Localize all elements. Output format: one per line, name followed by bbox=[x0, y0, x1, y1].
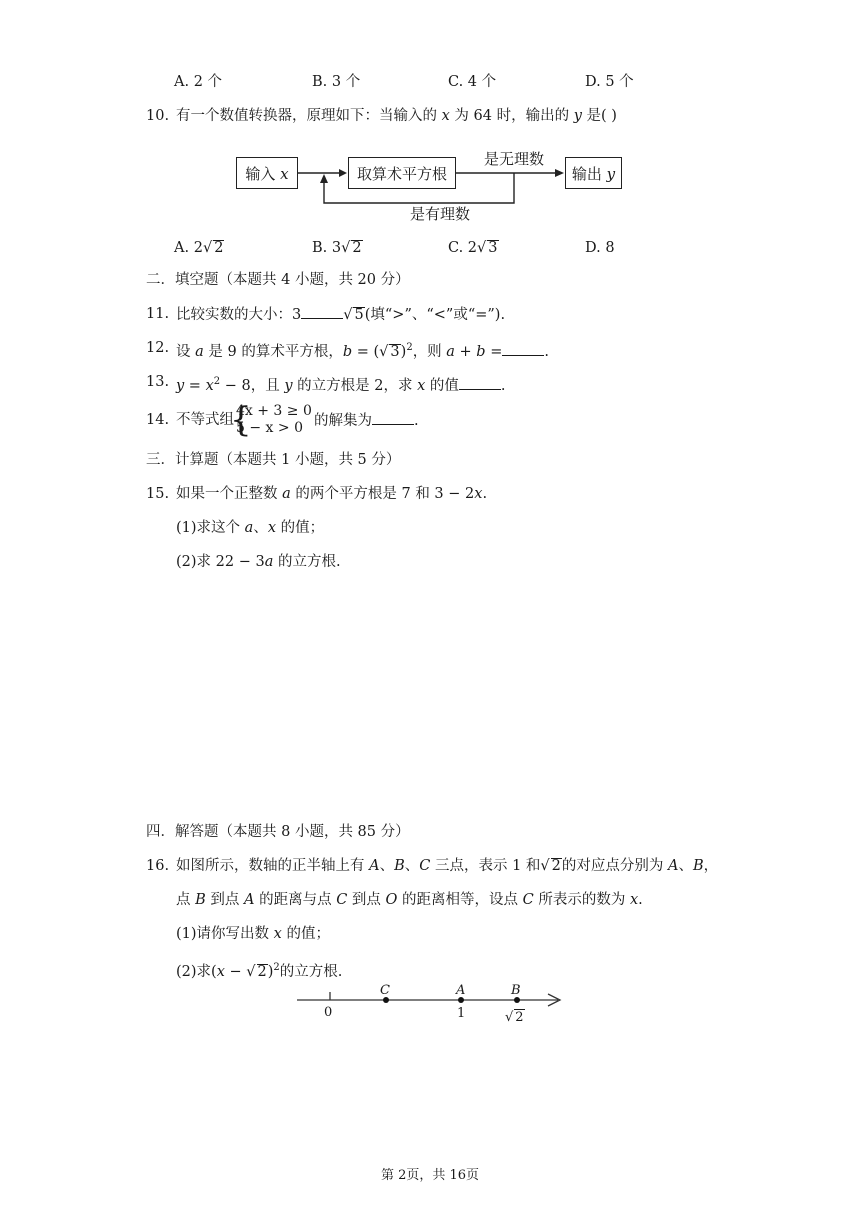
q15-text: 如果一个正整数 a 的两个平方根是 7 和 3 − 2x. bbox=[176, 486, 488, 502]
diagram-rational-label: 是有理数 bbox=[410, 205, 471, 223]
section-2-heading: 二．填空题（本题共 4 小题，共 20 分） bbox=[146, 272, 410, 288]
q16-part-1: (1)请你写出数 x 的值； bbox=[176, 926, 330, 942]
label-sqrt2: √ 2 bbox=[505, 1010, 524, 1025]
q11-text: 比较实数的大小：3 √ 5(填“>”、“<”或“=”). bbox=[176, 304, 505, 325]
q10-option-a: A. 2√ 2 bbox=[174, 240, 224, 256]
q10-number: 10. bbox=[146, 108, 170, 124]
page-footer: 第 2页，共 16页 bbox=[380, 1168, 480, 1183]
q15-number: 15. bbox=[146, 486, 170, 502]
q14-number: 14. bbox=[146, 412, 170, 428]
q15-part-2: (2)求 22 − 3a 的立方根. bbox=[176, 554, 341, 570]
q16-line-2: 点 B 到点 A 的距离与点 C 到点 O 的距离相等，设点 C 所表示的数为 x. bbox=[176, 892, 643, 908]
q10-option-c: C. 2√ 3 bbox=[448, 240, 498, 256]
q9-option-c: C. 4 个 bbox=[448, 74, 497, 90]
q15-part-1: (1)求这个 a、x 的值； bbox=[176, 520, 325, 536]
q11-number: 11. bbox=[146, 306, 170, 322]
q10-option-b: B. 3√ 2 bbox=[312, 240, 362, 256]
q9-option-b: B. 3 个 bbox=[312, 74, 361, 90]
q16-number: 16. bbox=[146, 858, 170, 874]
q14-prefix: 不等式组 bbox=[176, 412, 234, 428]
q14-suffix: 的解集为 . bbox=[314, 410, 419, 431]
label-a: A bbox=[456, 983, 466, 998]
q16-line-1: 如图所示，数轴的正半轴上有 A、B、C 三点，表示 1 和√ 2的对应点分别为 A、B， bbox=[176, 858, 719, 874]
q10-option-d: D. 8 bbox=[585, 240, 615, 256]
q12-number: 12. bbox=[146, 340, 170, 356]
diagram-input-box: 输入 x bbox=[236, 157, 298, 189]
q14-system: 4x + 3 ≥ 0 5 − x > 0 bbox=[236, 403, 312, 436]
q13-number: 13. bbox=[146, 374, 170, 390]
label-0: 0 bbox=[324, 1005, 333, 1020]
diagram-process-box: 取算术平方根 bbox=[348, 157, 456, 189]
section-3-heading: 三．计算题（本题共 1 小题，共 5 分） bbox=[146, 452, 401, 468]
q10-text: 有一个数值转换器，原理如下：当输入的 x 为 64 时，输出的 y 是( ) bbox=[176, 108, 617, 124]
diagram-irrational-label: 是无理数 bbox=[484, 150, 545, 168]
label-b: B bbox=[511, 983, 521, 998]
q13-text: $y = x^2 - 8$，且 y 的立方根是 2，求 x 的值 . bbox=[176, 376, 506, 394]
section-4-heading: 四．解答题（本题共 8 小题，共 85 分） bbox=[146, 824, 410, 840]
q9-option-a: A. 2 个 bbox=[174, 74, 223, 90]
q9-option-d: D. 5 个 bbox=[585, 74, 634, 90]
q16-part-2: (2)求(x − √ 2)$^2$的立方根. bbox=[176, 962, 343, 980]
label-1: 1 bbox=[457, 1006, 466, 1021]
label-c: C bbox=[380, 983, 390, 998]
q12-text: 设 a 是 9 的算术平方根，b = (√ 3)$^2$，则 a + b = . bbox=[176, 342, 549, 360]
q14-brace: { bbox=[230, 400, 252, 440]
diagram-output-box: 输出 y bbox=[565, 157, 622, 189]
